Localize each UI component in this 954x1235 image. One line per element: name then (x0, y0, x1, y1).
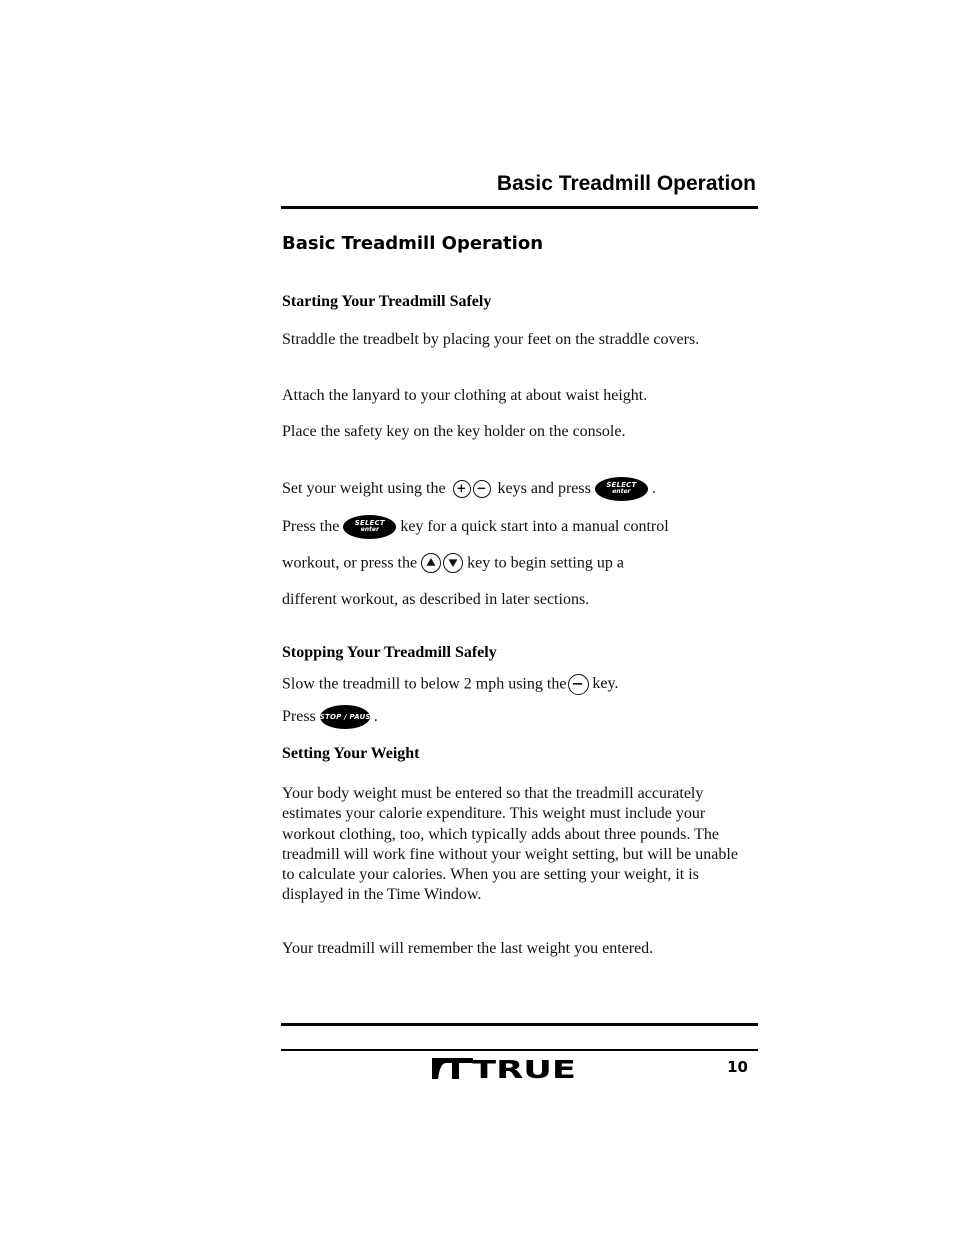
enter-key-label: enter (612, 488, 631, 495)
enter-key-label: enter (360, 526, 379, 533)
select-enter-key-icon (595, 477, 648, 501)
minus-key-icon (473, 480, 491, 498)
press-select-text-a: Press the (282, 518, 340, 535)
weight-paragraph-remember: Your treadmill will remember the last weight you entered. (282, 940, 654, 957)
set-weight-line (282, 477, 656, 501)
logo-text: TRUE (472, 1057, 576, 1079)
select-enter-key-icon (343, 515, 396, 539)
workout-text-a: workout, or press the (282, 554, 418, 572)
different-workout-line: different workout, as described in later sections. (282, 591, 590, 608)
footer-rule-top (281, 1023, 758, 1026)
page-number: 10 (727, 1058, 748, 1076)
footer-rule-bottom (281, 1049, 758, 1051)
header-rule (281, 206, 758, 209)
press-stop-text-a: Press (282, 708, 316, 725)
press-stop-line (282, 705, 378, 729)
press-select-line (282, 515, 669, 539)
starting-paragraph-lanyard: Attach the lanyard to your clothing at about waist height. (282, 387, 648, 404)
slow-text-b: key. (592, 675, 619, 693)
true-logo (432, 1057, 577, 1079)
workout-arrows-line (282, 552, 624, 574)
starting-paragraph-safety-key: Place the safety key on the key holder on the console. (282, 423, 626, 440)
set-weight-text-b: keys and press (497, 480, 591, 497)
running-header-title: Basic Treadmill Operation (496, 172, 756, 195)
set-weight-text-a: Set your weight using the (282, 480, 446, 497)
stopping-heading: Stopping Your Treadmill Safely (282, 644, 497, 661)
slow-treadmill-line (282, 673, 618, 695)
weight-heading: Setting Your Weight (282, 745, 420, 762)
set-weight-text-c: . (651, 480, 656, 497)
plus-key-icon (453, 480, 471, 498)
select-key-label: SELECT (606, 481, 637, 489)
starting-paragraph-straddle: Straddle the treadbelt by placing your feet on the straddle covers. (282, 331, 700, 348)
down-arrow-key-icon (443, 553, 463, 573)
press-select-text-b: key for a quick start into a manual control (400, 518, 669, 535)
workout-text-b: key to begin setting up a (467, 554, 624, 572)
weight-paragraph-body: Your body weight must be entered so that the treadmill accurately estimates your calorie expenditure. This weight must include your workout clothing, too, which typically adds about three pounds. The treadmill will work fine without your weight setting, but will be unable to calculate your calories. When you are setting your weight, it is displayed in the Time Window. (282, 785, 738, 904)
up-arrow-key-icon (421, 553, 441, 573)
press-stop-text-b: . (373, 708, 378, 725)
stop-key-label: STOP / PAUSE (319, 713, 376, 721)
starting-heading: Starting Your Treadmill Safely (282, 293, 492, 310)
select-key-label: SELECT (354, 519, 385, 527)
minus-key-icon (568, 674, 589, 695)
section-title: Basic Treadmill Operation (282, 233, 544, 254)
stop-pause-key-icon (319, 705, 376, 729)
slow-text-a: Slow the treadmill to below 2 mph using the (282, 675, 567, 693)
